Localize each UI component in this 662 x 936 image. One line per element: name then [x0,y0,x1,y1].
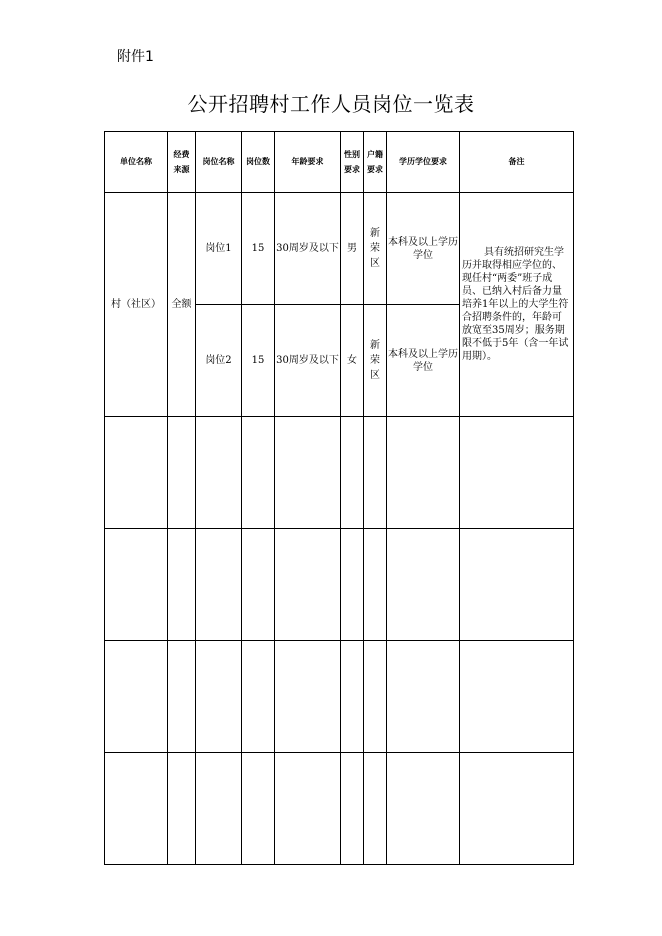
household-requirement-cell: 新荣区 [364,193,387,305]
header-unit-name: 单位名称 [105,132,168,193]
gender-requirement-cell: 女 [341,305,364,417]
header-remarks: 备注 [460,132,574,193]
education-requirement-cell: 本科及以上学历学位 [387,305,460,417]
gender-requirement-cell: 男 [341,193,364,305]
age-requirement-cell: 30周岁及以下 [275,305,341,417]
empty-row [105,641,574,753]
header-funding-source: 经费来源 [168,132,196,193]
position-name-cell: 岗位1 [196,193,242,305]
position-name-cell: 岗位2 [196,305,242,417]
education-requirement-cell: 本科及以上学历学位 [387,193,460,305]
attachment-label: 附件1 [117,49,154,65]
header-position-name: 岗位名称 [196,132,242,193]
unit-name-cell: 村（社区） [105,193,168,417]
table-row [105,193,574,305]
remarks-text: 具有统招研究生学历并取得相应学位的、现任村“两委”班子成员、已纳入村后备力量培养1年以上的大学生符合招聘条件的，年龄可放宽至35周岁；服务期限不低于5年（含一年试用期）。 [462,247,569,362]
header-row [105,132,574,193]
header-gender-requirement: 性别要求 [341,132,364,193]
header-position-count: 岗位数 [242,132,275,193]
empty-row [105,529,574,641]
header-education-requirement: 学历学位要求 [387,132,460,193]
funding-source-cell: 全额 [168,193,196,417]
positions-table [104,131,574,865]
remarks-cell [460,193,574,417]
position-count-cell: 15 [242,193,275,305]
position-count-cell: 15 [242,305,275,417]
empty-row [105,753,574,865]
document-title: 公开招聘村工作人员岗位一览表 [187,92,475,116]
empty-row [105,417,574,529]
household-requirement-cell: 新荣区 [364,305,387,417]
header-age-requirement: 年龄要求 [275,132,341,193]
age-requirement-cell: 30周岁及以下 [275,193,341,305]
header-household-requirement: 户籍要求 [364,132,387,193]
